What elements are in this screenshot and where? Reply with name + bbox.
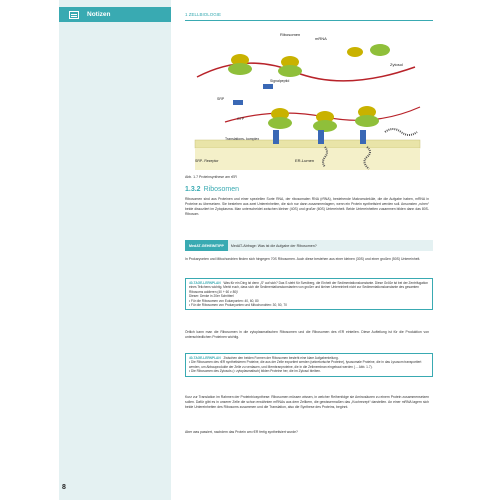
section-heading: Ribosomen [203, 186, 239, 193]
paragraph-4: Kurz zur Translation im Rahmen der Proteinbiosynthese: Ribosomen müssen wissen, in welcher Reihenfolge sie Aminosäuren zu einem Protein zusammensetzen sollen. Dafür gibt es in unserer Zelle die schon erwähnten mRNAs aus dem Zellkern, die gewissermaßen das „Kochrezept“ darstellen. An einer mRNA lagern sich beide Untereinheiten des Ribosoms zusammen und die Translation, also die Synthese des Proteins, beginnt. [185, 395, 429, 409]
learn-plan-label-1: 40-TAGE-LERNPLAN [189, 281, 221, 285]
learn-plan-line: Zwischen den beiden Formen der Ribosomen besteht eine klare Aufgabenteilung. [223, 356, 339, 360]
learn-plan-line: • Die Ribosomen des Zytosols (= zytoplasmatisch) bilden Proteine her, die im Zytosol bleiben. [189, 369, 321, 374]
notes-icon [69, 11, 79, 19]
paragraph-1: Ribosomen sind aus Proteinen und einer speziellen Sorte RNA, der ribosomalen RNA (rRNA), bestehende Makromoleküle, die die Aufgabe haben, mRNA in Proteine zu übersetzen. Sie bestehen aus zwei Untereinheiten, die sich nur dann zusammenlagern, wenn ein Protein synthetisiert werden soll. Ansonsten „ruhen“ beide dissoziiert im Zytoplasma. Man unterscheidet zwischen kleiner (40S) und großer (60S) Untereinheit. Beide Untereinheiten zusammen bilden dann das 80S-Ribosom. [185, 197, 429, 216]
srp [233, 100, 243, 105]
learn-plan-line: Was für ein Ding ist denn „S“ auf sich? Das S steht für Svedberg, die Einheit der Sedimentationskonstante. Diese Größe ist bei der Zentrifugation eines Teilchens wichtig. Merkt euch, dass sich die Sedimentationskonstanten von großer und kleiner Untereinheit nicht zur Sedimentationskonstante des gesamten Ribosoms addieren (40 + 60 ≠ 80)! [189, 281, 429, 294]
er-membrane [195, 140, 420, 148]
label-mrna: mRNA [315, 36, 327, 41]
label-zytosol: Zytosol [390, 62, 403, 67]
figure-caption: Abb. 1.7 Proteinsynthese am rER [185, 175, 237, 179]
notes-header [59, 7, 171, 22]
learn-plan-line: • Die Ribosomen des rER synthetisieren Proteine, die aus der Zelle exportiert werden (sekretorische Proteine), lysosomale Proteine, die in das Lysosom transportiert werden, um Abbauprodukte der Zelle zu verdauen, und Membranproteine, die in die Zellmembran eingebaut werden (→ Abb. 1.7). [189, 360, 422, 369]
label-translationskomplex: Translations- komplex [225, 137, 260, 141]
label-srp: SRP [217, 97, 225, 101]
chapter-header: 1 ZELLBIOLOGIE [185, 12, 222, 17]
label-er-lumen: ER-Lumen [295, 158, 315, 163]
learn-plan-line: • Für die Ribosomen von Prokaryonten und Mitochondrien: 30, 50, 70 [189, 303, 287, 308]
label-ribosomen: Ribosomen [280, 32, 301, 37]
paragraph-3: Örtlich kann man die Ribosomen in die zytoplasmatischen Ribosomen und die Ribosomen des rER einteilen. Diese Aufteilung ist für die Produktion von unterschiedlichen Proteinen wichtig. [185, 330, 429, 339]
learn-plan-line: Dieser: Denke in 20er Schritten! [189, 294, 235, 299]
section-title [185, 186, 239, 193]
exam-tip-label: MedAT-GEHEIMTIPP [185, 240, 228, 251]
ribosome [347, 47, 363, 57]
paragraph-5: Aber was passiert, nachdem das Protein am rER fertig synthetisiert wurde? [185, 430, 298, 434]
ribosome [370, 44, 390, 56]
page-number: 8 [62, 484, 66, 491]
label-signalpeptid: Signalpeptid [270, 79, 290, 83]
notes-sidebar [59, 0, 171, 500]
label-gtp: GTP [237, 117, 245, 121]
header-rule [185, 20, 433, 21]
paragraph-2: In Prokaryonten und Mitochondrien finden sich hingegen 70S Ribosomen. Auch diese bestehen aus einer kleinen (30S) und einer großen (50S) Untereinheit. [185, 257, 421, 261]
learn-plan-label-2: 40-TAGE-LERNPLAN [189, 356, 221, 360]
exam-tip [185, 240, 433, 251]
learn-plan-line: • Für die Ribosomen von Eukaryonten: 40, 60, 80 [189, 298, 259, 303]
main-content [185, 0, 435, 500]
label-srp-rezeptor: SRP- Rezeptor [195, 159, 219, 163]
protein-synthesis-figure [185, 22, 433, 172]
notes-title: Notizen [87, 11, 111, 18]
exam-tip-text: MedAT-Abfrage: Was ist die Aufgabe der Ribosomen? [228, 240, 433, 251]
section-number: 1.3.2 [185, 186, 201, 193]
translocon [273, 130, 279, 144]
learn-plan-box-1 [185, 278, 433, 310]
learn-plan-box-2 [185, 353, 433, 377]
